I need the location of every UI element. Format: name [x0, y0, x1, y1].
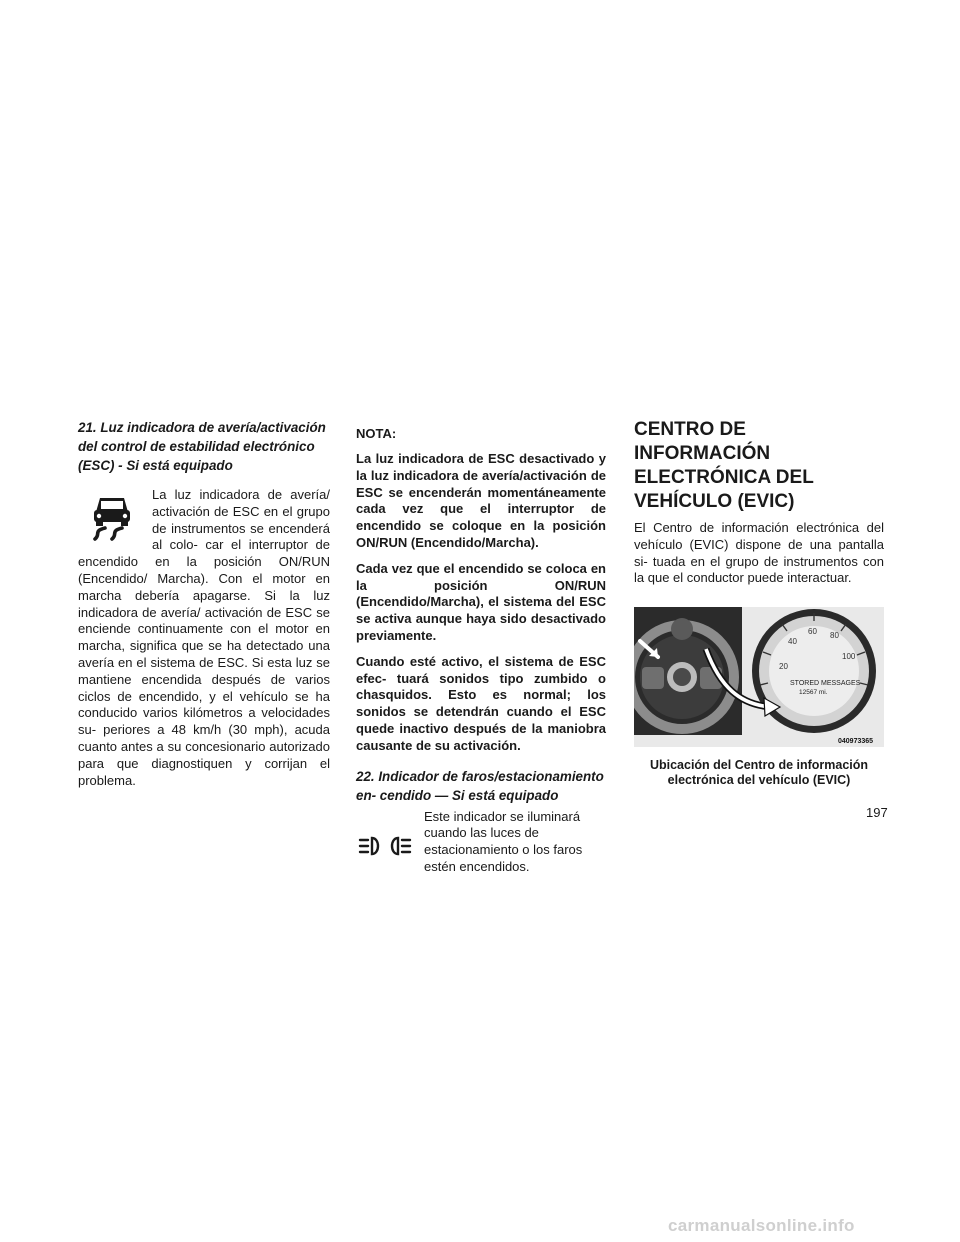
section-heading-22: 22. Indicador de faros/estacionamiento en- cendido — Si está equipado: [356, 768, 604, 803]
gauge-label-100: 100: [842, 652, 856, 662]
section-title-evic: CENTRO DE INFORMACIÓN ELECTRÓNICA DEL VEHÍCULO (EVIC): [634, 419, 814, 512]
esc-skid-car-graphic: [87, 492, 137, 542]
evic-location-illustration: [634, 607, 884, 747]
column-middle: [356, 418, 606, 876]
gauge-label-40: 40: [788, 637, 797, 647]
parking-lights-description: Este indicador se iluminará cuando las luces de estacionamiento o los faros estén encendidos.: [424, 808, 583, 874]
esc-skid-car-icon: [84, 489, 140, 545]
section-heading-21: 21. Luz indicadora de avería/activación del control de estabilidad electrónico (ESC) - Si está equipado: [78, 420, 326, 473]
column-left: [78, 418, 330, 789]
gauge-label-80: 80: [830, 631, 839, 641]
parking-lights-graphic: [357, 832, 413, 860]
column-right: [634, 418, 884, 788]
evic-display-line2: 12567 mi.: [799, 689, 828, 697]
figure-caption: Ubicación del Centro de información electrónica del vehículo (EVIC): [649, 758, 869, 788]
note-paragraph-3: Cuando esté activo, el sistema de ESC efec- tuará sonidos tipo zumbido o chasquidos. Esto es normal; los sonidos se detendrán cuando el ESC quede inactivo después de la maniobra causante de su activación.: [356, 653, 606, 753]
evic-display-line1: STORED MESSAGES: [790, 680, 861, 688]
gauge-label-60: 60: [808, 627, 817, 637]
page-number: 197: [866, 805, 888, 820]
evic-description: El Centro de información electrónica del vehículo (EVIC) dispone de una pantalla si- tuada en el grupo de instrumentos con la que el conductor puede interactuar.: [634, 520, 884, 586]
esc-description: La luz indicadora de avería/ activación de ESC en el grupo de instrumentos se encenderá al colo- car el interruptor de encendido en la posición ON/RUN (Encendido/ Marcha). Con el motor en marcha debería apagarse. Si la luz indicadora de avería/ activación de ESC se enciende continuamente con el motor en marcha, significa que se ha detectado una avería en el sistema de ESC. Si esta luz se mantiene encendida después de varios ciclos de encendido, y el vehículo se ha conducido varios kilómetros a velocidades su- periores a 48 km/h (30 mph), acuda cuanto antes a su concesionario autorizado para que diagnostiquen y corrijan el problema.: [78, 487, 330, 788]
watermark: carmanualsonline.info: [668, 1216, 855, 1235]
note-paragraph-2: Cada vez que el encendido se coloca en la posición ON/RUN (Encendido/Marcha), el sistema del ESC se activa aunque haya sido desactivado previamente.: [356, 560, 606, 643]
note-paragraph-1: La luz indicadora de ESC desactivado y la luz indicadora de avería/activación de ESC se encenderán momentáneamente cada vez que el interruptor de encendido se coloque en la posición ON/RUN (Encendido/Marcha).: [356, 451, 606, 550]
parking-lights-icon: [356, 821, 414, 871]
gauge-label-20: 20: [779, 662, 788, 672]
figure-code: 040973365: [838, 738, 874, 746]
note-label: NOTA:: [356, 426, 397, 441]
evic-figure: [634, 607, 884, 788]
